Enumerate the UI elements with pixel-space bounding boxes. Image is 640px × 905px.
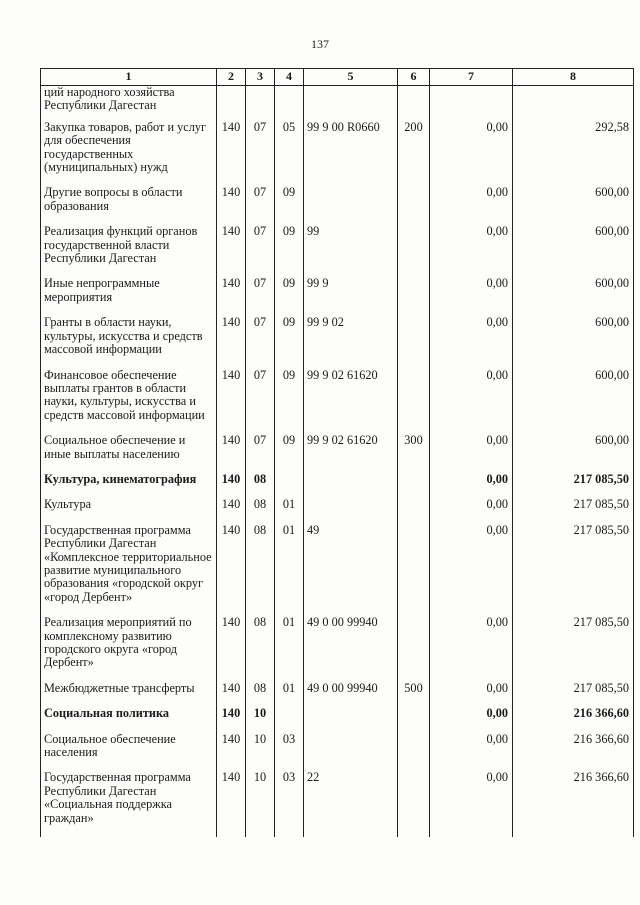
table-row [41,682,634,707]
target-article-cell [304,86,398,121]
amount-1-cell [430,86,513,121]
amount-1-cell: 0,00 [430,707,513,732]
header-cell-5: 5 [304,69,398,86]
target-article-cell: 99 9 [304,277,398,316]
row-name-cell: Межбюджетные трансферты [41,682,217,707]
row-name-cell: Иные непрограммные мероприятия [41,277,217,316]
expense-type-cell: 300 [398,434,430,473]
table-row [41,369,634,435]
amount-2-cell: 217 085,50 [513,498,634,523]
section-code-cell: 07 [246,434,275,473]
row-name-cell: ций народного хозяйства Республики Дагестан [41,86,217,121]
target-article-cell: 22 [304,771,398,837]
target-article-cell: 99 9 00 R0660 [304,121,398,187]
expense-type-cell: 200 [398,121,430,187]
section-code-cell: 07 [246,316,275,368]
ved-code-cell: 140 [217,707,246,732]
table-row [41,707,634,732]
row-name-cell: Социальная политика [41,707,217,732]
expense-type-cell [398,616,430,682]
amount-1-cell: 0,00 [430,771,513,837]
subsection-code-cell: 01 [275,616,304,682]
section-code-cell: 08 [246,616,275,682]
section-code-cell: 08 [246,682,275,707]
ved-code-cell: 140 [217,277,246,316]
table-row [41,277,634,316]
target-article-cell: 99 9 02 61620 [304,434,398,473]
row-name-cell: Культура [41,498,217,523]
table-row [41,121,634,187]
amount-2-cell: 600,00 [513,369,634,435]
amount-1-cell: 0,00 [430,434,513,473]
expense-type-cell [398,186,430,225]
header-cell-3: 3 [246,69,275,86]
subsection-code-cell [275,473,304,498]
subsection-code-cell: 01 [275,682,304,707]
expense-type-cell [398,369,430,435]
section-code-cell: 07 [246,369,275,435]
header-cell-1: 1 [41,69,217,86]
amount-2-cell: 600,00 [513,277,634,316]
target-article-cell [304,186,398,225]
expense-type-cell [398,707,430,732]
ved-code-cell: 140 [217,733,246,772]
subsection-code-cell: 09 [275,277,304,316]
target-article-cell: 49 [304,524,398,616]
amount-2-cell: 217 085,50 [513,473,634,498]
amount-2-cell: 292,58 [513,121,634,187]
row-name-cell: Гранты в области науки, культуры, искусства и средств массовой информации [41,316,217,368]
ved-code-cell: 140 [217,369,246,435]
ved-code-cell [217,86,246,121]
amount-2-cell: 600,00 [513,316,634,368]
amount-1-cell: 0,00 [430,369,513,435]
target-article-cell [304,707,398,732]
section-code-cell: 10 [246,707,275,732]
amount-1-cell: 0,00 [430,682,513,707]
amount-1-cell: 0,00 [430,186,513,225]
amount-2-cell: 216 366,60 [513,733,634,772]
ved-code-cell: 140 [217,121,246,187]
expense-type-cell [398,277,430,316]
subsection-code-cell: 09 [275,186,304,225]
table-row [41,434,634,473]
row-name-cell: Реализация функций органов государственной власти Республики Дагестан [41,225,217,277]
expense-type-cell [398,225,430,277]
subsection-code-cell: 09 [275,434,304,473]
row-name-cell: Культура, кинематография [41,473,217,498]
header-row [41,69,634,86]
ved-code-cell: 140 [217,498,246,523]
header-cell-8: 8 [513,69,634,86]
subsection-code-cell: 09 [275,369,304,435]
subsection-code-cell: 03 [275,771,304,837]
row-name-cell: Закупка товаров, работ и услуг для обеспечения государственных (муниципальных) нужд [41,121,217,187]
ved-code-cell: 140 [217,616,246,682]
section-code-cell: 10 [246,771,275,837]
ved-code-cell: 140 [217,316,246,368]
section-code-cell: 10 [246,733,275,772]
ved-code-cell: 140 [217,473,246,498]
expense-type-cell [398,733,430,772]
table-row [41,473,634,498]
table-body [41,86,634,838]
row-name-cell: Другие вопросы в области образования [41,186,217,225]
amount-2-cell: 600,00 [513,186,634,225]
amount-1-cell: 0,00 [430,121,513,187]
table-row [41,86,634,121]
section-code-cell: 08 [246,498,275,523]
row-name-cell: Реализация мероприятий по комплексному развитию городского округа «город Дербент» [41,616,217,682]
row-name-cell: Государственная программа Республики Дагестан «Социальная поддержка граждан» [41,771,217,837]
row-name-cell: Социальное обеспечение и иные выплаты населению [41,434,217,473]
subsection-code-cell: 01 [275,498,304,523]
expense-type-cell [398,498,430,523]
target-article-cell: 49 0 00 99940 [304,682,398,707]
ved-code-cell: 140 [217,771,246,837]
section-code-cell: 08 [246,524,275,616]
subsection-code-cell: 05 [275,121,304,187]
amount-1-cell: 0,00 [430,316,513,368]
row-name-cell: Социальное обеспечение населения [41,733,217,772]
subsection-code-cell: 03 [275,733,304,772]
amount-1-cell: 0,00 [430,498,513,523]
table-row [41,733,634,772]
header-cell-7: 7 [430,69,513,86]
page-number: 137 [311,37,329,51]
table-row [41,498,634,523]
section-code-cell: 07 [246,277,275,316]
section-code-cell: 07 [246,186,275,225]
row-name-cell: Государственная программа Республики Дагестан «Комплексное территориальное развитие муниципального образования «городской округ «город Дербент» [41,524,217,616]
subsection-code-cell: 09 [275,225,304,277]
expense-type-cell [398,316,430,368]
section-code-cell: 07 [246,225,275,277]
section-code-cell [246,86,275,121]
amount-2-cell: 217 085,50 [513,524,634,616]
budget-table [40,68,634,837]
amount-1-cell: 0,00 [430,277,513,316]
table-row [41,616,634,682]
row-name-cell: Финансовое обеспечение выплаты грантов в области науки, культуры, искусства и средств массовой информации [41,369,217,435]
amount-1-cell: 0,00 [430,616,513,682]
ved-code-cell: 140 [217,434,246,473]
ved-code-cell: 140 [217,225,246,277]
amount-2-cell: 217 085,50 [513,682,634,707]
ved-code-cell: 140 [217,524,246,616]
target-article-cell [304,473,398,498]
ved-code-cell: 140 [217,186,246,225]
amount-2-cell: 216 366,60 [513,771,634,837]
subsection-code-cell: 09 [275,316,304,368]
target-article-cell [304,498,398,523]
ved-code-cell: 140 [217,682,246,707]
amount-2-cell: 216 366,60 [513,707,634,732]
target-article-cell [304,733,398,772]
amount-1-cell: 0,00 [430,473,513,498]
table-row [41,186,634,225]
subsection-code-cell [275,86,304,121]
amount-1-cell: 0,00 [430,524,513,616]
table-row [41,225,634,277]
table-row [41,771,634,837]
subsection-code-cell [275,707,304,732]
amount-1-cell: 0,00 [430,733,513,772]
section-code-cell: 07 [246,121,275,187]
table-row [41,316,634,368]
target-article-cell: 99 9 02 61620 [304,369,398,435]
subsection-code-cell: 01 [275,524,304,616]
table-row [41,524,634,616]
target-article-cell: 99 [304,225,398,277]
expense-type-cell: 500 [398,682,430,707]
amount-2-cell: 600,00 [513,434,634,473]
expense-type-cell [398,86,430,121]
amount-2-cell: 217 085,50 [513,616,634,682]
target-article-cell: 99 9 02 [304,316,398,368]
header-cell-4: 4 [275,69,304,86]
expense-type-cell [398,771,430,837]
amount-2-cell: 600,00 [513,225,634,277]
amount-1-cell: 0,00 [430,225,513,277]
section-code-cell: 08 [246,473,275,498]
target-article-cell: 49 0 00 99940 [304,616,398,682]
amount-2-cell [513,86,634,121]
expense-type-cell [398,524,430,616]
header-cell-6: 6 [398,69,430,86]
expense-type-cell [398,473,430,498]
header-cell-2: 2 [217,69,246,86]
